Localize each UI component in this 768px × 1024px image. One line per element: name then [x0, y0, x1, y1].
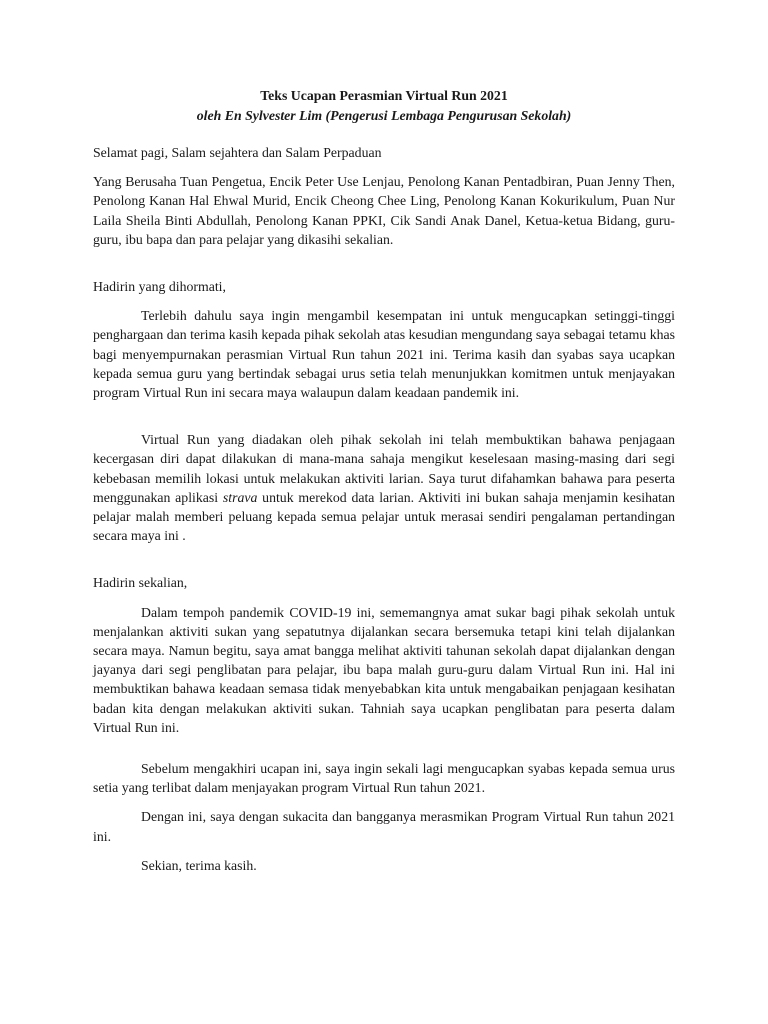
document-subtitle: oleh En Sylvester Lim (Pengerusi Lembaga Pengurusan Sekolah) — [196, 107, 572, 123]
paragraph-officiating: Dengan ini, saya dengan sukacita dan bangganya merasmikan Program Virtual Run tahun 2021 ini. — [93, 809, 675, 844]
document-title: Teks Ucapan Perasmian Virtual Run 2021 — [260, 88, 508, 103]
document-page — [93, 86, 675, 875]
paragraph-gratitude: Terlebih dahulu saya ingin mengambil kesempatan ini untuk mengucapkan setinggi-tinggi penghargaan dan terima kasih kepada pihak sekolah atas kesudian mengundang saya sebagai tetamu khas bagi menyempurnakan perasmian Virtual Run tahun 2021 ini. Terima kasih dan syabas saya ucapkan kepada semua guru yang bertindak sebagai urus setia telah menunjukkan komitmen untuk menjayakan program Virtual Run ini secara maya walaupun dalam keadaan pandemik ini. — [93, 308, 675, 401]
greeting: Selamat pagi, Salam sejahtera dan Salam Perpaduan — [93, 145, 382, 160]
addressees-paragraph: Yang Berusaha Tuan Pengetua, Encik Peter Use Lenjau, Penolong Kanan Pentadbiran, Puan Jenny Then, Penolong Kanan Hal Ehwal Murid, Encik Cheong Chee Ling, Penolong Kanan Kokurikulum, Puan Nur Laila Sheila Binti Abdullah, Penolong Kanan PPKI, Cik Sandi Anak Danel, Ketua-ketua Bidang, guru-guru, ibu bapa dan para pelajar yang dikasihi sekalian. — [93, 174, 675, 247]
salutation-honoured-guests: Hadirin yang dihormati, — [93, 279, 226, 295]
paragraph-closing-thanks: Sebelum mengakhiri ucapan ini, saya ingin sekali lagi mengucapkan syabas kepada semua urus setia yang terlibat dalam menjayakan program Virtual Run tahun 2021. — [93, 761, 675, 796]
strava-app-name: strava — [222, 489, 258, 505]
salutation-everyone: Hadirin sekalian, — [93, 575, 188, 591]
paragraph-pandemic: Dalam tempoh pandemik COVID-19 ini, sememangnya amat sukar bagi pihak sekolah untuk menjalankan aktiviti sukan yang sepatutnya dijalankan secara bersemuka tetapi kini telah dijalankan secara maya. Namun begitu, saya amat bangga melihat aktiviti tahunan sekolah dapat dijalankan dengan jayanya dari segi penglibatan para pelajar, ibu bapa malah guru-guru dalam Virtual Run ini. Hal ini membuktikan bahawa keadaan semasa tidak menyebabkan kita untuk mengabaikan penjagaan kesihatan badan kita dengan melakukan aktiviti sukan. Tahniah saya ucapkan penglibatan para peserta dalam Virtual Run ini. — [93, 604, 675, 735]
closing-line: Sekian, terima kasih. — [141, 857, 257, 873]
paragraph-virtual-run — [93, 430, 675, 545]
paragraph-virtual-run-text-1: Virtual Run yang diadakan oleh pihak sekolah ini telah membuktikan bahawa penjagaan kecergasan diri dapat dilakukan di mana-mana sahaja mengikut keselesaan masing-masing dari segi kebebasan memilih lokasi untuk melakukan aktiviti larian. Saya turut difahamkan bahawa para peserta menggunakan aplikasi — [93, 432, 675, 505]
paragraph-virtual-run-text-2: untuk merekod data larian. Aktiviti ini bukan sahaja menjamin kesihatan pelajar malah memberi peluang kepada semua pelajar untuk merasai sendiri pengalaman pertandingan secara maya ini . — [93, 489, 675, 544]
